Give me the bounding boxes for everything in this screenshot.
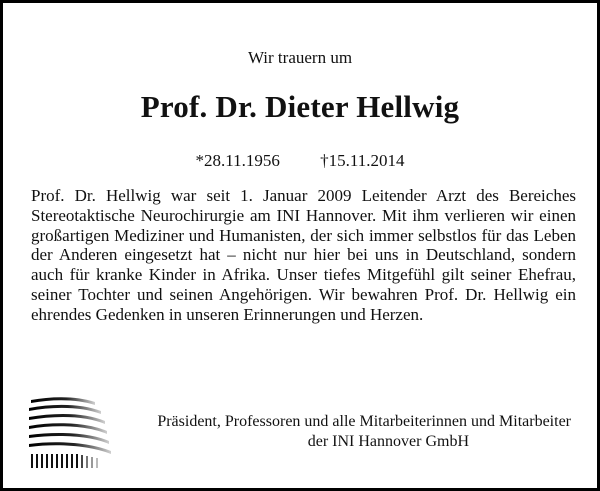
deceased-name: Prof. Dr. Dieter Hellwig xyxy=(140,89,460,124)
signature-line-1: Präsident, Professoren und alle Mitarbeiterinnen und Mitarbeiter xyxy=(157,413,571,430)
life-dates xyxy=(3,151,597,171)
signature-block xyxy=(131,412,571,452)
death-date: †15.11.2014 xyxy=(320,151,405,170)
ini-building-logo-icon xyxy=(29,396,117,470)
intro-text: Wir trauern um xyxy=(247,48,353,67)
signature-line-2: der INI Hannover GmbH xyxy=(307,433,469,450)
obituary-body: Prof. Dr. Hellwig war seit 1. Januar 2009 Leitender Arzt des Bereiches Stereotaktische Neurochirurgie am INI Hannover. Mit ihm verlieren wir einen großartigen Mediziner und Humanisten, der sich immer selbstlos für das Leben der Anderen eingesetzt hat – nicht nur hier bei uns in Deutschland, sondern auch für kranke Kinder in Afrika. Unser tiefes Mitgefühl gilt seiner Ehefrau, seiner Tochter und seinen Angehörigen. Wir bewahren Prof. Dr. Hellwig ein ehrendes Gedenken in unseren Erinnerungen und Herzen. xyxy=(31,186,576,324)
birth-date: *28.11.1956 xyxy=(195,151,280,170)
